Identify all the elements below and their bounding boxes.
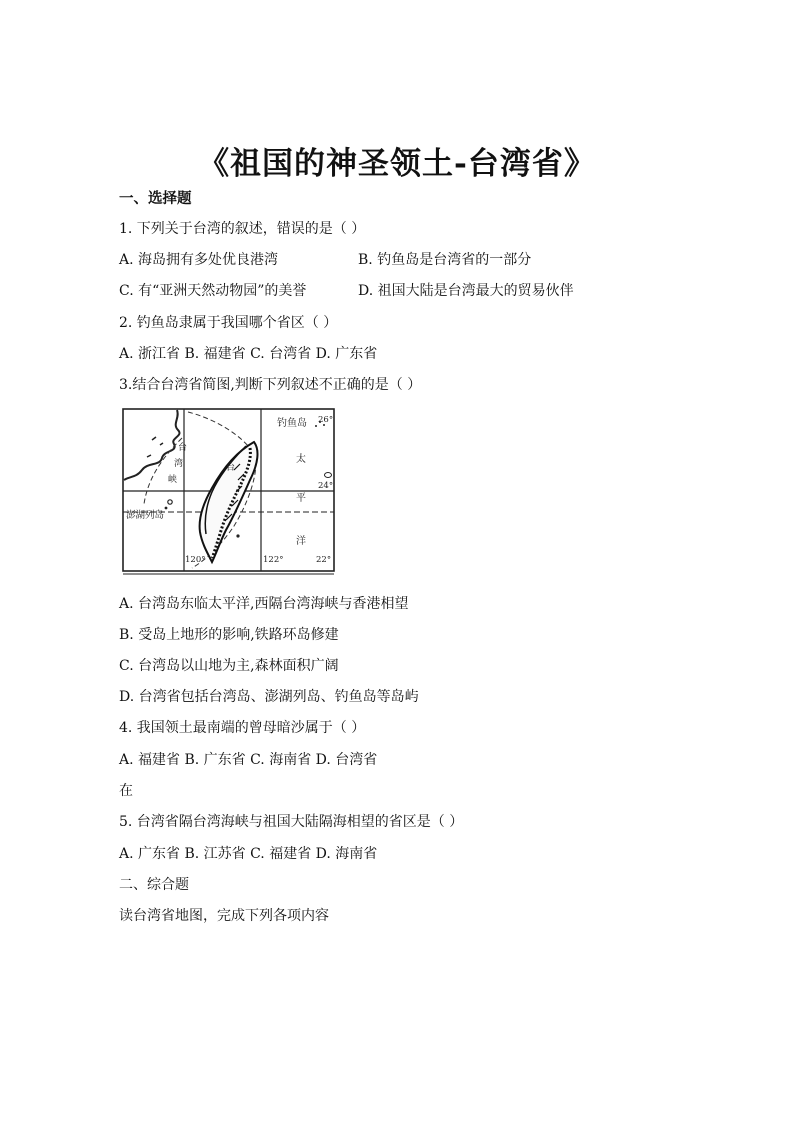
q3-option-b: B. 受岛上地形的影响,铁路环岛修建 bbox=[119, 627, 339, 643]
q2-options: A. 浙江省 B. 福建省 C. 台湾省 D. 广东省 bbox=[119, 346, 378, 362]
comprehensive-intro: 读台湾省地图，完成下列各项内容 bbox=[119, 908, 329, 924]
map-label-strait-1: 台 bbox=[178, 443, 188, 453]
q1-option-b: B. 钓鱼岛是台湾省的一部分 bbox=[358, 252, 532, 268]
q1-option-a: A. 海岛拥有多处优良港湾 bbox=[119, 252, 279, 268]
q1-option-c: C. 有“亚洲天然动物园”的美誉 bbox=[119, 283, 307, 299]
q2-stem: 2. 钓鱼岛隶属于我国哪个省区（ ） bbox=[119, 315, 338, 331]
map-label-lat26: 26° bbox=[318, 415, 334, 425]
q1-option-d: D. 祖国大陆是台湾最大的贸易伙伴 bbox=[358, 283, 574, 299]
map-label-strait-3: 峡 bbox=[168, 475, 178, 485]
map-label-pacific-yang: 洋 bbox=[296, 536, 306, 547]
q3-option-a: A. 台湾岛东临太平洋,西隔台湾海峡与香港相望 bbox=[119, 596, 409, 612]
q3-option-d: D. 台湾省包括台湾岛、澎湖列岛、钓鱼岛等岛屿 bbox=[119, 689, 419, 705]
q3-stem: 3.结合台湾省简图,判断下列叙述不正确的是（ ） bbox=[119, 377, 422, 393]
map-label-island: 台 bbox=[226, 463, 236, 473]
map-label-pacific-ping: 平 bbox=[296, 493, 306, 504]
map-label-lat24: 24° bbox=[318, 481, 334, 491]
q1-stem: 1. 下列关于台湾的叙述，错误的是（ ） bbox=[119, 221, 366, 237]
map-label-pacific-tai: 太 bbox=[296, 454, 306, 465]
map-label-lon122: 122° bbox=[263, 555, 284, 565]
section-choice-heading: 一、选择题 bbox=[119, 190, 192, 207]
taiwan-map bbox=[122, 408, 336, 576]
q5-stem: 5. 台湾省隔台湾海峡与祖国大陆隔海相望的省区是（ ） bbox=[119, 814, 464, 830]
map-label-diaoyu: 钓鱼岛 bbox=[277, 418, 307, 429]
map-label-strait-2: 湾 bbox=[174, 459, 184, 469]
q3-option-c: C. 台湾岛以山地为主,森林面积广阔 bbox=[119, 658, 339, 674]
q4-options: A. 福建省 B. 广东省 C. 海南省 D. 台湾省 bbox=[119, 752, 378, 768]
map-label-penghu: 澎湖列岛 bbox=[126, 510, 165, 521]
q5-options: A. 广东省 B. 江苏省 C. 福建省 D. 海南省 bbox=[119, 846, 378, 862]
map-label-lon120: 120° bbox=[185, 555, 206, 565]
section-comprehensive-heading: 二、综合题 bbox=[119, 877, 189, 893]
page-title: 《祖国的神圣领土-台湾省》 bbox=[198, 146, 596, 182]
q4-extra-text: 在 bbox=[119, 783, 133, 799]
map-label-lat22: 22° bbox=[316, 555, 332, 565]
q4-stem: 4. 我国领土最南端的曾母暗沙属于（ ） bbox=[119, 720, 366, 736]
